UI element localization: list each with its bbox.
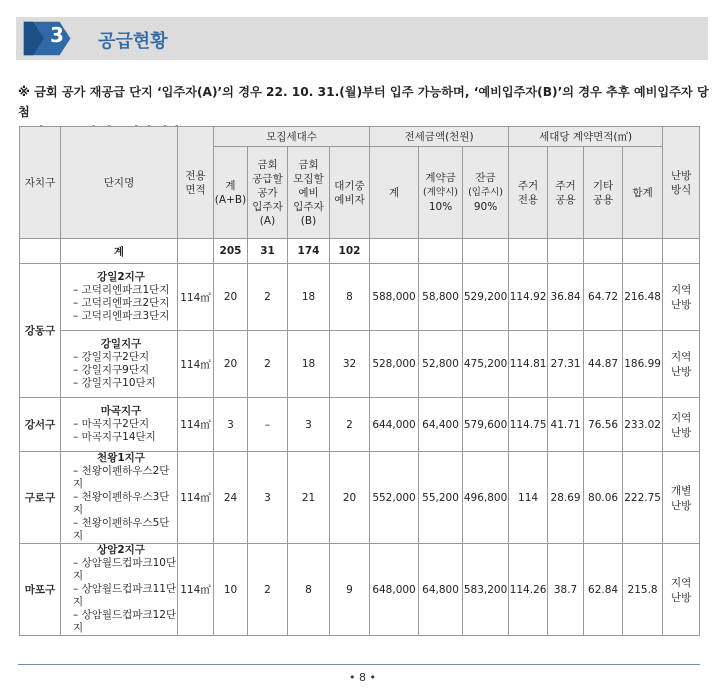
header-reserve-b: 금회 모집할 예비 입주자 (B) (288, 147, 330, 239)
notice-line-1: ※ 금회 공가 재공급 단지 ‘입주자(A)’의 경우 22. 10. 31.(월)부터 입주 가능하며, ‘예비입주자(B)’의 경우 추후 예비입주자 당첨 (18, 85, 709, 119)
heating-cell: 지역 난방 (663, 544, 700, 636)
header-res-exclusive: 주거 전용 (509, 147, 548, 239)
header-contract: 계약금 (계약시) 10% (419, 147, 463, 239)
district-cell: 강서구 (20, 398, 61, 452)
complex-cell: 강일지구 – 강일지구2단지 – 강일지구9단지 – 강일지구10단지 (61, 331, 178, 398)
district-cell: 구로구 (20, 452, 61, 544)
area-cell: 114㎡ (178, 544, 214, 636)
complex-cell: 천왕1지구 – 천왕이펜하우스2단지 – 천왕이펜하우스3단지 – 천왕이펜하우스5단지 (61, 452, 178, 544)
complex-cell: 상암2지구 – 상암월드컵파크10단지 – 상암월드컵파크11단지 – 상암월드컵파크12단지 (61, 544, 178, 636)
district-cell: 마포구 (20, 544, 61, 636)
total-label: 계 (61, 239, 178, 264)
total-b: 174 (288, 239, 330, 264)
header-complex: 단지명 (61, 127, 178, 239)
heating-cell: 지역 난방 (663, 398, 700, 452)
total-a: 31 (248, 239, 288, 264)
complex-cell: 마곡지구 – 마곡지구2단지 – 마곡지구14단지 (61, 398, 178, 452)
header-other-common: 기타 공용 (584, 147, 623, 239)
header-balance: 잔금 (입주시) 90% (463, 147, 509, 239)
area-cell: 114㎡ (178, 264, 214, 331)
header-area-sum: 합계 (623, 147, 663, 239)
header-supply-a: 금회 공급할 공가 입주자 (A) (248, 147, 288, 239)
header-heating: 난방 방식 (663, 127, 700, 239)
table-row: 강서구 마곡지구 – 마곡지구2단지 – 마곡지구14단지 114㎡ 3 – 3 2 644,000 64,400 579,600 114.75 41.71 76.56 233.02 지역 난방 (20, 398, 700, 452)
area-cell: 114㎡ (178, 452, 214, 544)
section-title: 공급현황 (98, 31, 168, 52)
complex-cell: 강일2지구 – 고덕리엔파크1단지 – 고덕리엔파크2단지 – 고덕리엔파크3단지 (61, 264, 178, 331)
table-row: 강일지구 – 강일지구2단지 – 강일지구9단지 – 강일지구10단지 114㎡ 20 2 18 32 528,000 52,800 475,200 114.81 27.31 44.87 186.99 지역 난방 (20, 331, 700, 398)
page-number: • 8 • (349, 671, 376, 684)
header-res-common: 주거 공용 (548, 147, 584, 239)
district-cell: 강동구 (20, 264, 61, 398)
total-ab: 205 (214, 239, 248, 264)
total-waiting: 102 (330, 239, 370, 264)
header-deposit-group: 전세금액(천원) (370, 127, 509, 147)
header-area-group: 세대당 계약면적(㎡) (509, 127, 663, 147)
heating-cell: 지역 난방 (663, 264, 700, 331)
table-row: 구로구 천왕1지구 – 천왕이펜하우스2단지 – 천왕이펜하우스3단지 – 천왕이펜하우스5단지 114㎡ 24 3 21 20 552,000 55,200 496,800 114 28.69 80.06 222.75 개별 난방 (20, 452, 700, 544)
header-district: 자치구 (20, 127, 61, 239)
header-recruit-group: 모집세대수 (214, 127, 370, 147)
heating-cell: 지역 난방 (663, 331, 700, 398)
header-total-ab: 계 (A+B) (214, 147, 248, 239)
heating-cell: 개별 난방 (663, 452, 700, 544)
table-row: 마포구 상암2지구 – 상암월드컵파크10단지 – 상암월드컵파크11단지 – 상암월드컵파크12단지 114㎡ 10 2 8 9 648,000 64,800 583,200 114.26 38.7 62.84 215.8 지역 난방 (20, 544, 700, 636)
footer-divider (18, 664, 700, 665)
header-deposit-total: 계 (370, 147, 419, 239)
area-cell: 114㎡ (178, 331, 214, 398)
area-cell: 114㎡ (178, 398, 214, 452)
section-header (16, 17, 708, 60)
table-row: 강동구 강일2지구 – 고덕리엔파크1단지 – 고덕리엔파크2단지 – 고덕리엔파크3단지 114㎡ 20 2 18 8 588,000 58,800 529,200 114.92 36.84 64.72 216.48 지역 난방 (20, 264, 700, 331)
header-area: 전용 면적 (178, 127, 214, 239)
table-row-total (20, 239, 700, 264)
header-waiting: 대기중 예비자 (330, 147, 370, 239)
section-number: 3 (50, 23, 64, 47)
supply-table (19, 126, 700, 636)
